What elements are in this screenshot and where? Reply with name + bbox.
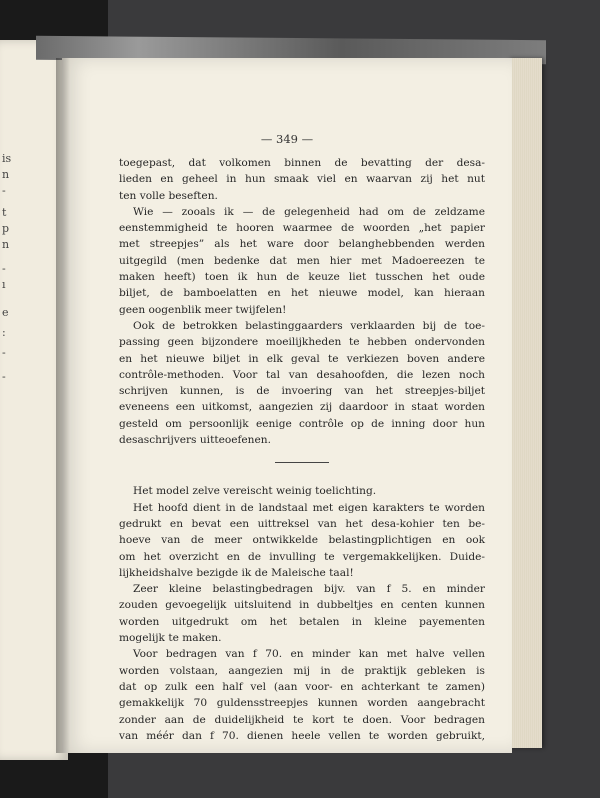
text-line: met streepjes” als het ware door belanghebbenden werden [119, 238, 485, 251]
book-gutter-shadow [56, 58, 70, 753]
left-page-fragment: p [2, 222, 10, 235]
text-line: passing geen bijzondere moeilijkheden te hebben ondervonden [119, 336, 485, 349]
left-page-fragment: - [2, 370, 6, 383]
text-line: Ook de betrokken belastinggaarders verklaarden bij de toe- [133, 319, 485, 332]
text-line: zonder aan de duidelijkheid te kort te doen. Voor bedragen [119, 713, 485, 726]
text-line: Wie — zooals ik — de gelegenheid had om de zeldzame [133, 205, 485, 218]
text-line: geen oogenblik meer twijfelen! [119, 303, 287, 316]
page-number: — 349 — [260, 132, 314, 146]
text-line: maken heeft) toen ik hun de keuze liet tusschen het oude [119, 271, 485, 284]
left-page-fragment: n [2, 168, 10, 181]
text-line: gemakkelijk 70 guldensstreepjes kunnen worden aangebracht [119, 697, 485, 710]
left-page-fragment: - [2, 346, 6, 359]
text-line: lieden en geheel in hun smaak viel en waarvan zij het nut [119, 173, 485, 186]
text-line: zouden gevoegelijk uitsluitend in dubbeltjes en centen kunnen [119, 599, 485, 612]
text-line: toegepast, dat volkomen binnen de bevatting der desa- [119, 157, 485, 169]
text-line: om het overzicht en de invulling te vergemakkelijken. Duide- [119, 550, 485, 563]
text-line: lijkheidshalve bezigde ik de Maleische taal! [119, 566, 354, 579]
left-page-fragment: e [2, 306, 9, 319]
right-page [62, 58, 512, 753]
page-edges [508, 58, 542, 748]
text-line: schrijven kunnen, is de invoering van het streepjes-biljet [119, 385, 485, 398]
text-line: gesteld om persoonlijk eenige contrôle op de inning door hun [119, 417, 485, 430]
text-line: eveneens een uitkomst, aangezien zij daardoor in staat worden [119, 401, 485, 414]
text-line: hoeve van de meer ontwikkelde belastingplichtigen en ook [119, 534, 485, 547]
left-page-fragment: n [2, 238, 10, 251]
text-line: uitgegild (men bedenke dat men hier met Madoereezen te [119, 254, 485, 267]
text-line: dat op zulk een half vel (aan voor- en achterkant te zamen) [119, 680, 485, 693]
text-line: desaschrijvers uitteoefenen. [119, 434, 271, 447]
text-line: gedrukt en bevat een uittreksel van het desa-kohier ten be- [119, 517, 485, 530]
text-line: contrôle-methoden. Voor tal van desahoofden, die lezen noch [119, 368, 485, 381]
text-line: biljet, de bamboelatten en het nieuwe model, kan hieraan [119, 287, 485, 300]
text-line: mogelijk te maken. [119, 632, 222, 645]
left-page-fragment: - [2, 262, 6, 275]
left-page-fragment: : [2, 326, 6, 339]
text-line: Het hoofd dient in de landstaal met eigen karakters te worden [133, 501, 485, 514]
text-line: en het nieuwe biljet in elk geval te verkiezen boven andere [119, 352, 485, 365]
left-page-fragment: ı [2, 278, 6, 291]
left-page-fragment: - [2, 184, 6, 197]
text-line: ten volle beseften. [119, 189, 218, 202]
text-line: Het model zelve vereischt weinig toelichting. [133, 485, 377, 498]
text-line: Zeer kleine belastingbedragen bijv. van f 5. en minder [133, 583, 485, 596]
left-page-fragment: is [2, 152, 12, 165]
text-line: Voor bedragen van f 70. en minder kan met halve vellen [133, 648, 485, 661]
left-page-fragment: t [2, 206, 7, 219]
text-line: worden volstaan, aangezien mij in de praktijk gebleken is [119, 664, 485, 677]
text-line: van méér dan f 70. dienen heele vellen te worden gebruikt, [119, 729, 485, 742]
text-line: worden uitgedrukt om het betalen in kleine payementen [119, 615, 485, 628]
body-text [119, 155, 485, 744]
section-divider [275, 462, 329, 463]
text-line: eenstemmigheid te hooren waarmee de woorden „het papier [119, 222, 485, 235]
